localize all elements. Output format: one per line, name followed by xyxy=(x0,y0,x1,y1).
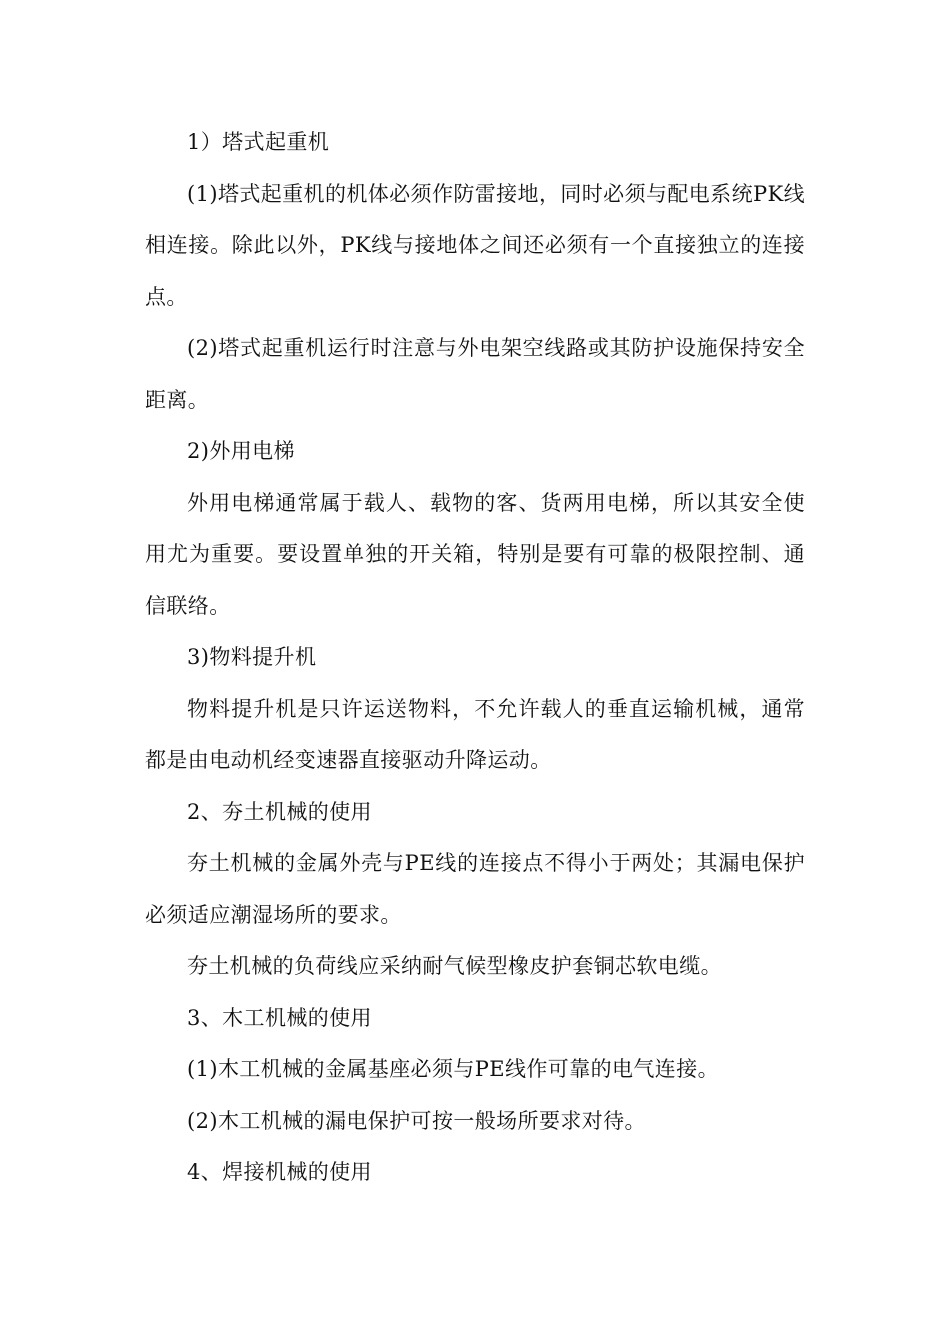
paragraph-tamping-cable: 夯土机械的负荷线应采纳耐气候型橡皮护套铜芯软电缆。 xyxy=(187,954,722,978)
heading-welding-machinery: 4、焊接机械的使用 xyxy=(187,1160,372,1184)
heading-tower-crane: 1）塔式起重机 xyxy=(187,130,330,154)
paragraph-tower-crane-distance: (2)塔式起重机运行时注意与外电架空线路或其防护设施保持安全距离。 xyxy=(145,336,805,412)
paragraph-woodworking-leakage: (2)木工机械的漏电保护可按一般场所要求对待。 xyxy=(187,1108,646,1133)
heading-material-hoist: 3)物料提升机 xyxy=(187,645,317,669)
paragraph-external-elevator: 外用电梯通常属于载人、载物的客、货两用电梯，所以其安全使用尤为重要。要设置单独的开关箱，特别是要有可靠的极限控制、通信联络。 xyxy=(145,490,805,618)
heading-external-elevator: 2)外用电梯 xyxy=(187,439,295,463)
document-body xyxy=(145,117,805,1199)
heading-tamping-machinery: 2、夯土机械的使用 xyxy=(187,799,372,824)
paragraph-woodworking-base: (1)木工机械的金属基座必须与PE线作可靠的电气连接。 xyxy=(187,1057,720,1081)
paragraph-tamping-pe-connection: 夯土机械的金属外壳与PE线的连接点不得小于两处；其漏电保护必须适应潮湿场所的要求。 xyxy=(145,851,805,927)
heading-woodworking-machinery: 3、木工机械的使用 xyxy=(187,1005,372,1030)
paragraph-tower-crane-grounding: (1)塔式起重机的机体必须作防雷接地，同时必须与配电系统PK线相连接。除此以外，PK线与接地体之间还必须有一个直接独立的连接点。 xyxy=(145,181,805,309)
paragraph-material-hoist: 物料提升机是只许运送物料，不允许载人的垂直运输机械，通常都是由电动机经变速器直接驱动升降运动。 xyxy=(145,696,805,772)
